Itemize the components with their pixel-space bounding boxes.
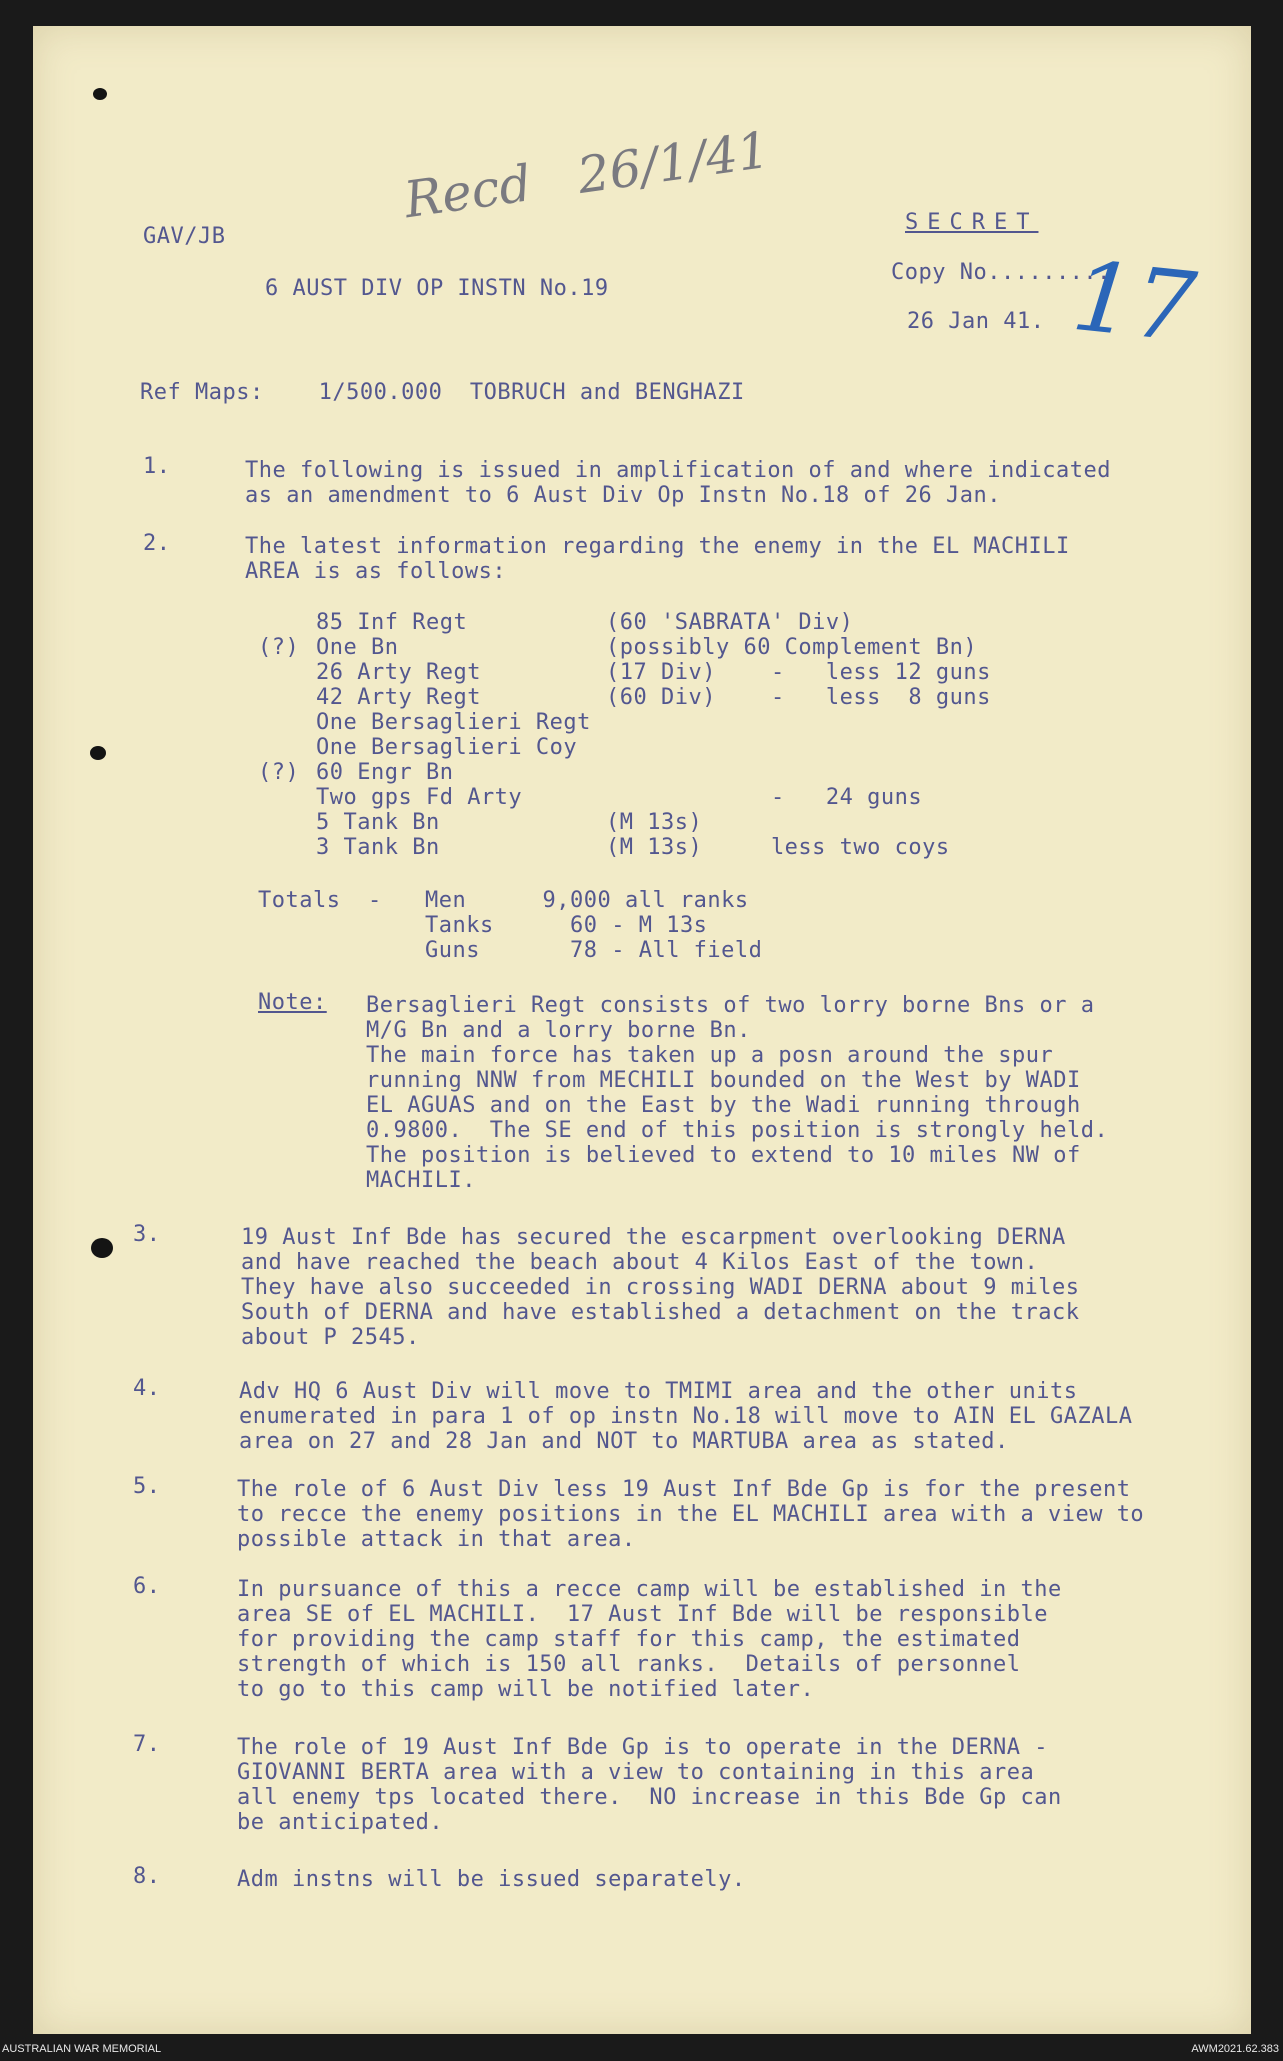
copy-number-label: Copy No......... <box>891 260 1111 285</box>
para-line: area SE of EL MACHILI. 17 Aust Inf Bde will be responsible <box>237 1602 1048 1627</box>
punch-hole-icon <box>91 1238 113 1258</box>
document-date: 26 Jan 41. <box>907 309 1045 334</box>
para-number: 7. <box>133 1732 161 1757</box>
para-line: strength of which is 150 all ranks. Details of personnel <box>237 1652 1021 1677</box>
unit-row: (?) 60 Engr Bn <box>258 760 454 785</box>
para-line: The role of 6 Aust Div less 19 Aust Inf Bde Gp is for the present <box>237 1477 1131 1502</box>
note-line: M/G Bn and a lorry borne Bn. <box>366 1018 751 1043</box>
para-line: In pursuance of this a recce camp will be established in the <box>237 1577 1062 1602</box>
unit-row: One Bersaglieri Coy <box>316 735 578 760</box>
note-line: The main force has taken up a posn around the spur <box>366 1043 1054 1068</box>
para-number: 4. <box>133 1376 161 1401</box>
security-classification: SECRET <box>905 210 1039 235</box>
unit-row: 26 Arty Regt (17 Div) - less 12 guns <box>316 660 991 685</box>
totals-row: Tanks 60 - M 13s <box>425 913 708 938</box>
note-line: EL AGUAS and on the East by the Wadi running through <box>366 1093 1081 1118</box>
para-line: about P 2545. <box>241 1325 420 1350</box>
para-number: 6. <box>133 1574 161 1599</box>
note-label: Note: <box>258 990 327 1015</box>
document-title: 6 AUST DIV OP INSTN No.19 <box>265 276 609 301</box>
para-line: South of DERNA and have established a detachment on the track <box>241 1300 1080 1325</box>
unit-row: 5 Tank Bn (M 13s) <box>316 810 703 835</box>
para-number: 2. <box>143 531 171 556</box>
note-line: 0.9800. The SE end of this position is strongly held. <box>366 1118 1109 1143</box>
para-line: Adv HQ 6 Aust Div will move to TMIMI area and the other units <box>239 1379 1078 1404</box>
para-line: to recce the enemy positions in the EL MACHILI area with a view to <box>237 1502 1145 1527</box>
para-line: enumerated in para 1 of op instn No.18 will move to AIN EL GAZALA <box>239 1404 1133 1429</box>
note-line: MACHILI. <box>366 1168 476 1193</box>
reference-maps: Ref Maps: 1/500.000 TOBRUCH and BENGHAZI <box>140 380 745 405</box>
para-number: 5. <box>133 1474 161 1499</box>
para-line: area on 27 and 28 Jan and NOT to MARTUBA area as stated. <box>239 1429 1009 1454</box>
para-line: all enemy tps located there. NO increase in this Bde Gp can <box>237 1785 1062 1810</box>
para-line: for providing the camp staff for this camp, the estimated <box>237 1627 1021 1652</box>
note-line: Bersaglieri Regt consists of two lorry borne Bns or a <box>366 993 1095 1018</box>
para-line: be anticipated. <box>237 1810 444 1835</box>
para-line: to go to this camp will be notified later. <box>237 1677 815 1702</box>
reference-initials: GAV/JB <box>143 224 226 249</box>
unit-row: 3 Tank Bn (M 13s) less two coys <box>316 835 950 860</box>
note-line: The position is believed to extend to 10 miles NW of <box>366 1143 1081 1168</box>
para-line: The role of 19 Aust Inf Bde Gp is to operate in the DERNA - <box>237 1735 1048 1760</box>
footer-archive-name: AUSTRALIAN WAR MEMORIAL <box>2 2043 162 2055</box>
unit-row: (?) One Bn (possibly 60 Complement Bn) <box>258 635 978 660</box>
para-line: The following is issued in amplification of and where indicated <box>245 458 1111 483</box>
para-line: GIOVANNI BERTA area with a view to containing in this area <box>237 1760 1035 1785</box>
totals-row: Guns 78 - All field <box>425 938 763 963</box>
unit-row: 85 Inf Regt (60 'SABRATA' Div) <box>316 610 854 635</box>
para-line: AREA is as follows: <box>245 559 507 584</box>
para-number: 3. <box>133 1222 161 1247</box>
staple-hole-icon <box>93 88 107 100</box>
unit-row: One Bersaglieri Regt <box>316 710 591 735</box>
para-line: 19 Aust Inf Bde has secured the escarpment overlooking DERNA <box>241 1225 1066 1250</box>
footer-catalogue-id: AWM2021.62.383 <box>1191 2043 1279 2055</box>
para-line: They have also succeeded in crossing WADI DERNA about 9 miles <box>241 1275 1080 1300</box>
para-line: as an amendment to 6 Aust Div Op Instn No.18 of 26 Jan. <box>245 483 1001 508</box>
para-line: possible attack in that area. <box>237 1527 636 1552</box>
para-number: 8. <box>133 1864 161 1889</box>
unit-row: 42 Arty Regt (60 Div) - less 8 guns <box>316 685 991 710</box>
note-line: running NNW from MECHILI bounded on the West by WADI <box>366 1068 1081 1093</box>
unit-row: Two gps Fd Arty - 24 guns <box>316 785 923 810</box>
para-line: The latest information regarding the enemy in the EL MACHILI <box>245 534 1070 559</box>
para-line: and have reached the beach about 4 Kilos East of the town. <box>241 1250 1039 1275</box>
handwritten-received-note: Recd ⁠ ⁠ 26/1/41 <box>400 120 773 230</box>
document-page <box>33 26 1251 2034</box>
totals-row: Men 9,000 all ranks <box>425 888 749 913</box>
para-line: Adm instns will be issued separately. <box>237 1867 746 1892</box>
totals-label: Totals - <box>258 888 382 913</box>
handwritten-copy-number: 17 <box>1067 239 1201 365</box>
punch-hole-icon <box>90 746 106 760</box>
para-number: 1. <box>143 454 171 479</box>
